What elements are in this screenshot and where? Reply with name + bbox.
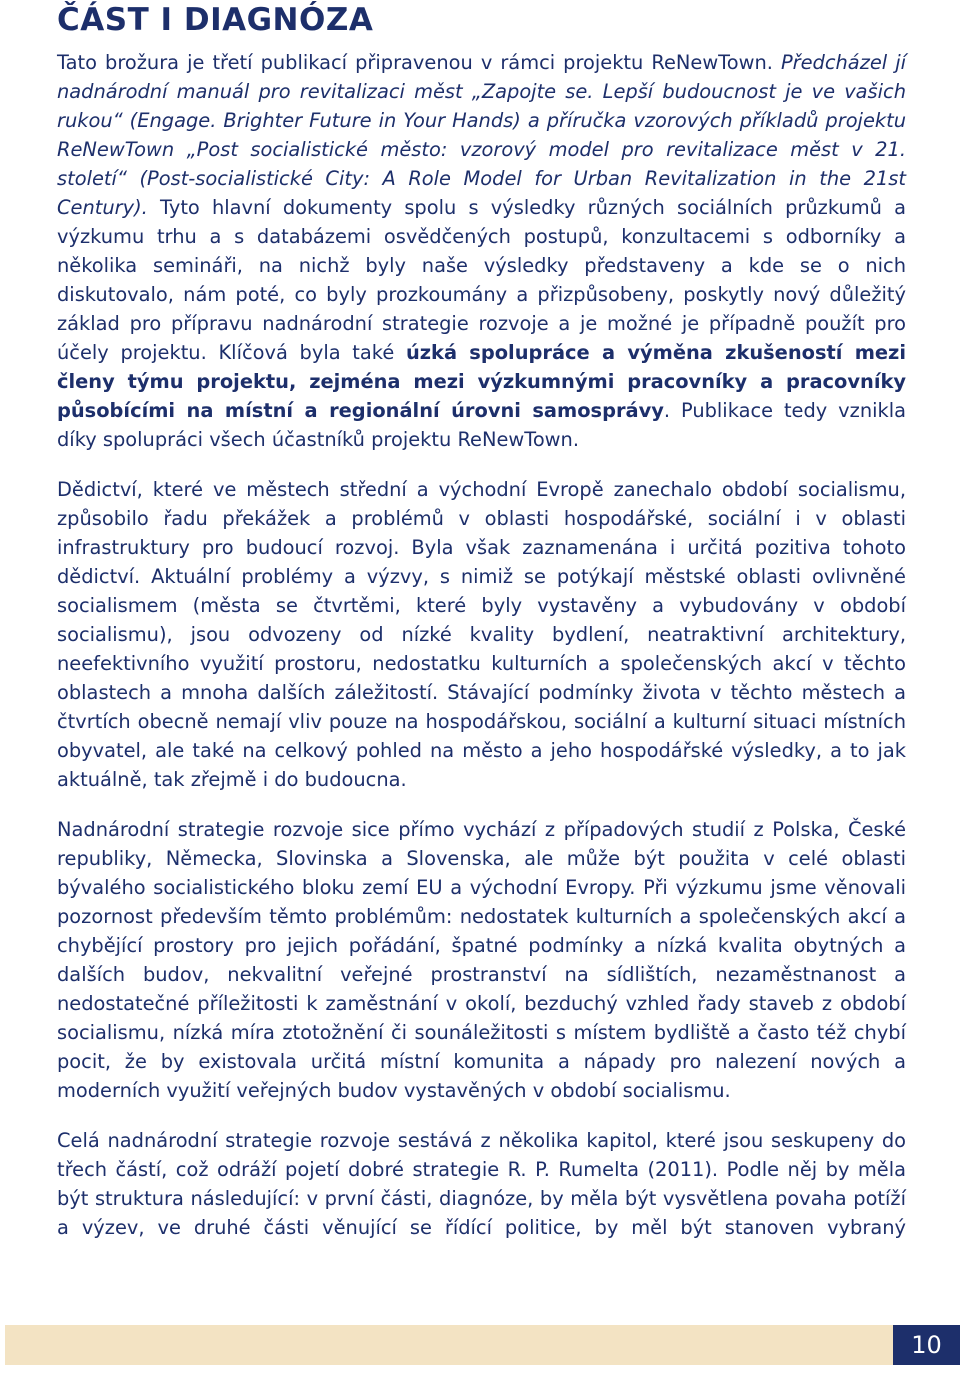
paragraph-1 <box>57 48 906 454</box>
page-title: ČÁST I DIAGNÓZA <box>57 2 374 38</box>
paragraph-1-end: . Publikace tedy vznikla díky spolupráci všech účastníků projektu ReNewTown. <box>57 399 906 451</box>
paragraph-4: Celá nadnárodní strategie rozvoje sestává z několika kapitol, které jsou seskupeny do třech částí, což odráží pojetí dobré strategie R. P. Rumelta (2011). Podle něj by měla být struktura následující: v první části, diagnóze, by měla být vysvětlena povaha potíží a výzev, ve druhé části věnující se řídící politice, by měl být stanoven vybraný <box>57 1129 906 1239</box>
footer-band <box>5 1325 893 1365</box>
paragraph-1-publications: Předcházel jí nadnárodní manuál pro revitalizaci měst „Zapojte se. Lepší budoucnost je ve vašich rukou“ (Engage. Brighter Future in Your Hands) a příručka vzorových příkladů projektu ReNewTown „Post socialistické město: vzorový model pro revitalizace měst v 21. století“ (Post-socialistické City: A Role Model for Urban Revitalization in the 21st Century). <box>57 51 906 219</box>
paragraph-1-body: Tyto hlavní dokumenty spolu s výsledky různých sociálních průzkumů a výzkumu trhu a s databázemi osvědčených postupů, konzultacemi s odborníky a několika semináři, na nichž byly naše výsledky představeny a kde se o nich diskutovalo, nám poté, co byly prozkoumány a přizpůsobeny, poskytly nový důležitý základ pro přípravu nadnárodní strategie rozvoje a je možné je případně použít pro účely projektu. Klíčová byla také <box>57 196 906 364</box>
paragraph-2: Dědictví, které ve městech střední a východní Evropě zanechalo období socialismu, způsobilo řadu překážek a problémů v oblasti hospodářské, sociální i v oblasti infrastruktury pro budoucí rozvoj. Byla však zaznamenána i určitá pozitiva tohoto dědictví. Aktuální problémy a výzvy, s nimiž se potýkají městské oblasti ovlivněné socialismem (města se čtvrtěmi, které byly vystavěny a vybudovány v období socialismu), jsou odvozeny od nízké kvality bydlení, neatraktivní architektury, neefektivního využití prostoru, nedostatku kulturních a společenských akcí v těchto oblastech a mnoha dalších záležitostí. Stávající podmínky života v těchto městech a čtvrtích obecně nemají vliv pouze na hospodářskou, sociální a kulturní situaci místních obyvatel, ale také na celkový pohled na město a jeho hospodářské výsledky, a to jak aktuálně, tak zřejmě i do budoucna. <box>57 478 906 791</box>
paragraph-3: Nadnárodní strategie rozvoje sice přímo vychází z případových studií z Polska, České republiky, Německa, Slovinska a Slovenska, ale může být použita v celé oblasti bývalého socialistického bloku zemí EU a východní Evropy. Při výzkumu jsme věnovali pozornost především těmto problémům: nedostatek kulturních a společenských akcí a chybějící prostory pro jejich pořádání, špatné podmínky a nízká kvalita obytných a dalších budov, nekvalitní veřejné prostranství na sídlištích, nezaměstnanost a nedostatečné příležitosti k zaměstnání v okolí, bezduchý vzhled řady staveb z období socialismu, nízká míra ztotožnění či sounáležitosti s místem bydliště a často též chybí pocit, že by existovala určitá místní komunita a nápady pro nalezení nových a moderních využití veřejných budov vystavěných v období socialismu. <box>57 818 906 1102</box>
paragraph-1-emphasis: úzká spolupráce a výměna zkušeností mezi členy týmu projektu, zejména mezi výzkumnými pracovníky a pracovníky působícími na místní a regionální úrovni samosprávy <box>57 341 906 422</box>
page-number: 10 <box>893 1325 960 1365</box>
paragraph-1-intro: Tato brožura je třetí publikací připravenou v rámci projektu ReNewTown. <box>57 51 781 74</box>
body-text <box>57 48 906 1263</box>
